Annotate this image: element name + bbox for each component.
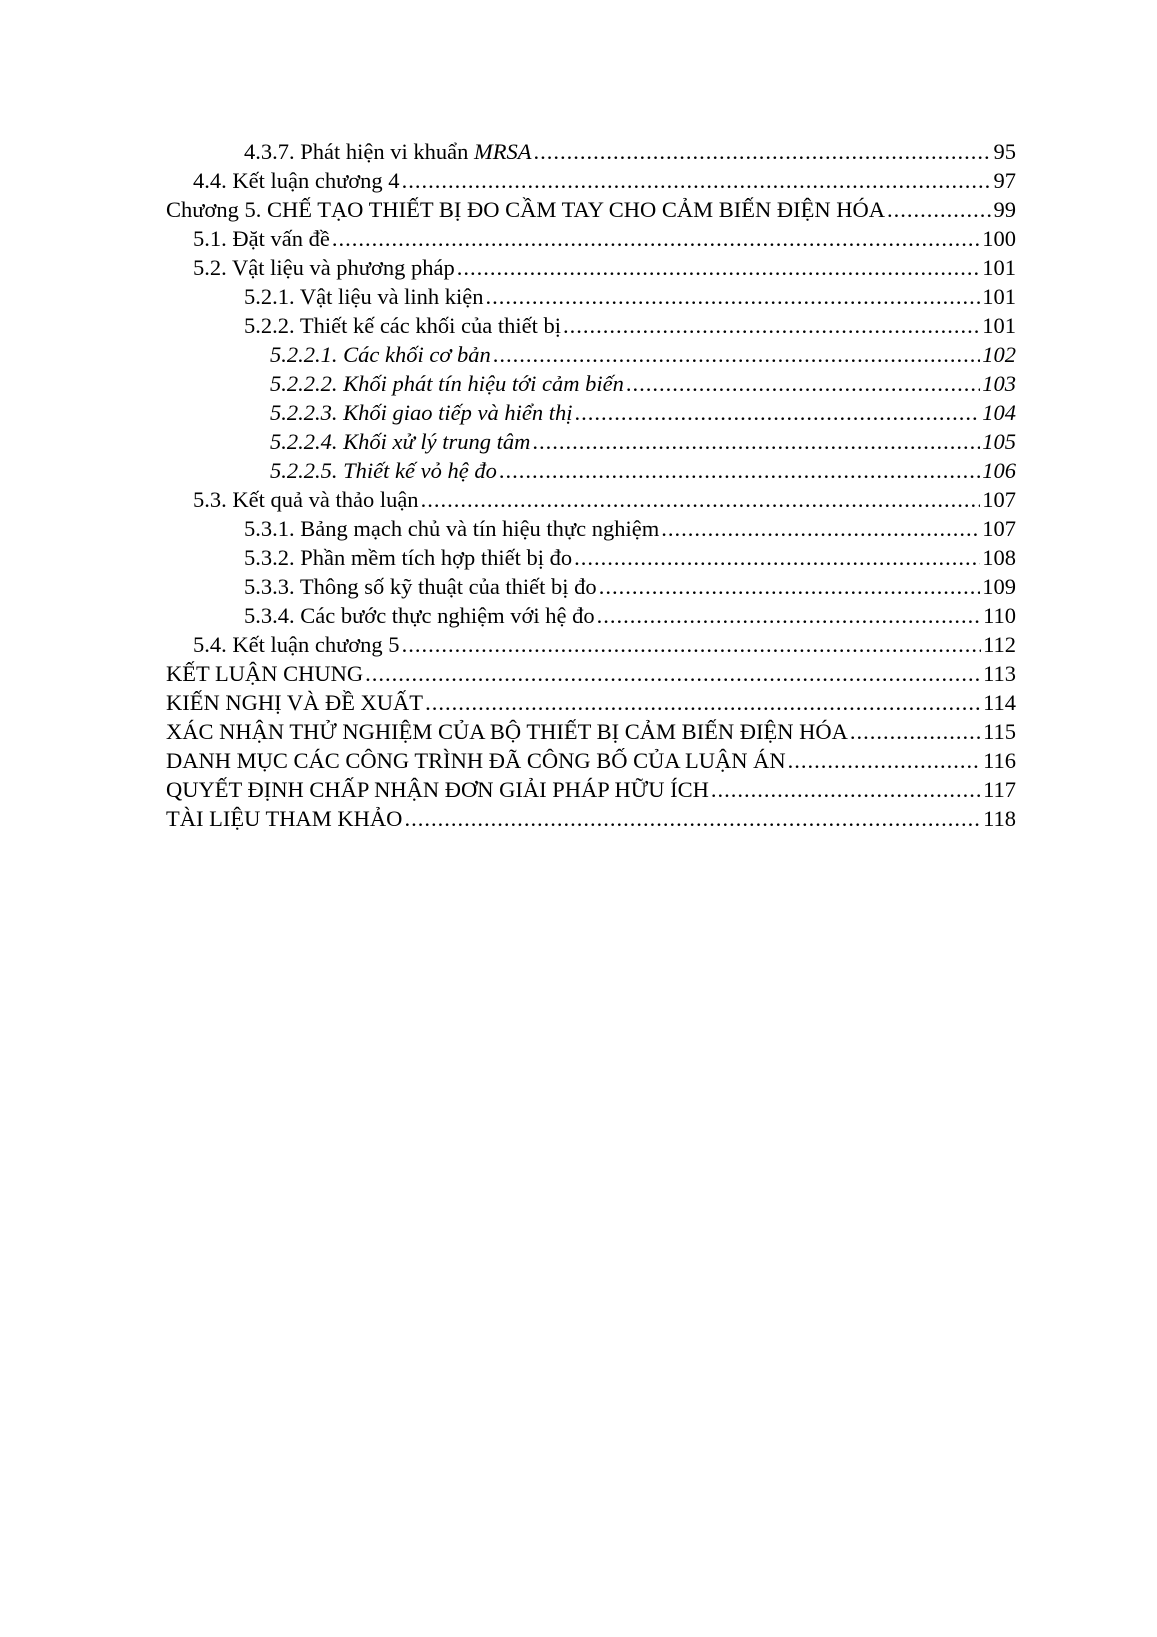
toc-entry-title-text: 5.3.2. Phần mềm tích hợp thiết bị đo [244,545,573,570]
toc-entry [166,398,1016,427]
toc-entry-title [193,253,455,282]
toc-entry [166,340,1016,369]
toc-entry-title-text: 5.3.1. Bảng mạch chủ và tín hiệu thực nghiệm [244,516,660,541]
toc-entry-title-text: 5.2.2. Thiết kế các khối của thiết bị [244,313,561,338]
toc-entry [166,485,1016,514]
toc-entry-title [166,659,363,688]
toc-entry-page-number: 95 [993,139,1016,164]
toc-entry-title [244,137,531,166]
toc-entry-title [270,456,497,485]
toc-entry-title-text: TÀI LIỆU THAM KHẢO [166,806,403,831]
toc-entry [166,601,1016,630]
toc-entry [166,369,1016,398]
toc-entry-title [193,485,419,514]
toc-dot-leader [402,166,992,195]
toc-entry-page-number: 116 [983,748,1016,773]
toc-entry-title [193,224,330,253]
toc-entry-title [270,340,491,369]
toc-entry-title-text: KIẾN NGHỊ VÀ ĐỀ XUẤT [166,690,424,715]
toc-entry-title-text: 5.4. Kết luận chương 5 [193,632,400,657]
toc-entry [166,572,1016,601]
toc-dot-leader [533,137,991,166]
toc-entry-page-number: 102 [982,342,1016,367]
toc-entry-title [193,166,400,195]
toc-entry-page-number: 100 [982,226,1016,251]
toc-entry-title [193,630,400,659]
toc-entry-page-number: 104 [982,400,1016,425]
toc-entry [166,804,1016,833]
toc-dot-leader [788,746,981,775]
toc-dot-leader [493,340,981,369]
toc-dot-leader [887,195,992,224]
toc-entry-title [166,746,786,775]
toc-entry-page-number: 106 [982,458,1016,483]
toc-entry-title-text: DANH MỤC CÁC CÔNG TRÌNH ĐÃ CÔNG BỐ CỦA LUẬN ÁN [166,748,786,773]
toc-entry-title [166,688,423,717]
toc-entry-title [270,427,530,456]
toc-entry-page-number: 112 [983,632,1016,657]
toc-dot-leader [486,282,981,311]
toc-entry [166,543,1016,572]
toc-entry-title-text: 5.2.2.4. Khối xử lý trung tâm [270,429,531,454]
toc-entry-page-number: 97 [993,168,1016,193]
toc-entry-title [166,804,402,833]
toc-entry [166,717,1016,746]
toc-entry-title-text: QUYẾT ĐỊNH CHẤP NHẬN ĐƠN GIẢI PHÁP HỮU ÍCH [166,777,709,802]
toc-entry-title-text: 5.2.2.5. Thiết kế vỏ hệ đo [270,458,497,483]
toc-dot-leader [365,659,981,688]
toc-entry-page-number: 99 [993,197,1016,222]
toc-dot-leader [626,369,980,398]
toc-dot-leader [661,514,980,543]
toc-dot-leader [574,398,980,427]
toc-entry-title [166,717,848,746]
toc-entry-page-number: 108 [982,545,1016,570]
toc-entry-title-text: 5.2.2.3. Khối giao tiếp và hiển thị [270,400,573,425]
toc-entry-page-number: 113 [983,661,1016,686]
toc-dot-leader [402,630,982,659]
toc-dot-leader [711,775,981,804]
toc-entry-page-number: 107 [982,516,1016,541]
toc-entry-title [270,398,572,427]
toc-entry-title-text: 5.2.1. Vật liệu và linh kiện [244,284,484,309]
toc-entry-title-text: Chương 5. CHẾ TẠO THIẾT BỊ ĐO CẦM TAY CHO CẢM BIẾN ĐIỆN HÓA [166,197,885,222]
toc-entry-title-emphasis: MRSA [473,139,532,164]
toc-dot-leader [457,253,980,282]
toc-entry [166,514,1016,543]
toc-entry-title [244,601,595,630]
toc-entry [166,195,1016,224]
toc-entry [166,253,1016,282]
table-of-contents [166,137,1016,833]
toc-entry [166,630,1016,659]
toc-dot-leader [499,456,980,485]
toc-entry-title [244,514,659,543]
toc-entry [166,659,1016,688]
toc-entry [166,775,1016,804]
toc-entry-title [244,543,572,572]
toc-entry-page-number: 117 [983,777,1016,802]
toc-entry-title-text: 4.4. Kết luận chương 4 [193,168,400,193]
toc-dot-leader [332,224,980,253]
toc-entry-title-text: 5.3.4. Các bước thực nghiệm với hệ đo [244,603,595,628]
toc-entry-title-text: 5.2.2.2. Khối phát tín hiệu tới cảm biến [270,371,624,396]
toc-entry-title-text: XÁC NHẬN THỬ NGHIỆM CỦA BỘ THIẾT BỊ CẢM BIẾN ĐIỆN HÓA [166,719,848,744]
toc-entry [166,224,1016,253]
toc-entry-page-number: 101 [982,313,1016,338]
toc-entry-page-number: 101 [982,284,1016,309]
toc-entry [166,166,1016,195]
toc-dot-leader [850,717,981,746]
toc-entry-title [166,195,885,224]
toc-dot-leader [421,485,981,514]
toc-entry-title [166,775,709,804]
toc-entry-title-text: 5.3.3. Thông số kỹ thuật của thiết bị đo [244,574,597,599]
toc-dot-leader [404,804,981,833]
toc-entry-page-number: 101 [982,255,1016,280]
toc-dot-leader [597,601,981,630]
toc-entry-page-number: 103 [982,371,1016,396]
toc-entry [166,456,1016,485]
toc-entry-page-number: 109 [982,574,1016,599]
toc-entry-title-text: 5.2. Vật liệu và phương pháp [193,255,455,280]
toc-entry-title [244,282,484,311]
toc-entry [166,746,1016,775]
toc-entry-title [244,572,597,601]
toc-entry-page-number: 107 [982,487,1016,512]
toc-entry [166,688,1016,717]
toc-entry-title-text: KẾT LUẬN CHUNG [166,661,364,686]
toc-entry-title-text: 4.3.7. Phát hiện vi khuẩn [244,139,474,164]
toc-dot-leader [425,688,981,717]
toc-entry-page-number: 105 [982,429,1016,454]
toc-dot-leader [563,311,980,340]
toc-entry-title-text: 5.3. Kết quả và thảo luận [193,487,419,512]
toc-entry-page-number: 114 [983,690,1016,715]
toc-entry-title [270,369,624,398]
toc-entry [166,311,1016,340]
toc-entry [166,137,1016,166]
toc-entry-title [244,311,561,340]
toc-entry-title-text: 5.2.2.1. Các khối cơ bản [270,342,491,367]
toc-entry-page-number: 115 [983,719,1016,744]
toc-entry-page-number: 110 [983,603,1016,628]
toc-entry-page-number: 118 [983,806,1016,831]
toc-dot-leader [532,427,980,456]
toc-entry [166,282,1016,311]
toc-entry [166,427,1016,456]
toc-dot-leader [574,543,980,572]
toc-dot-leader [599,572,981,601]
toc-entry-title-text: 5.1. Đặt vấn đề [193,226,330,251]
